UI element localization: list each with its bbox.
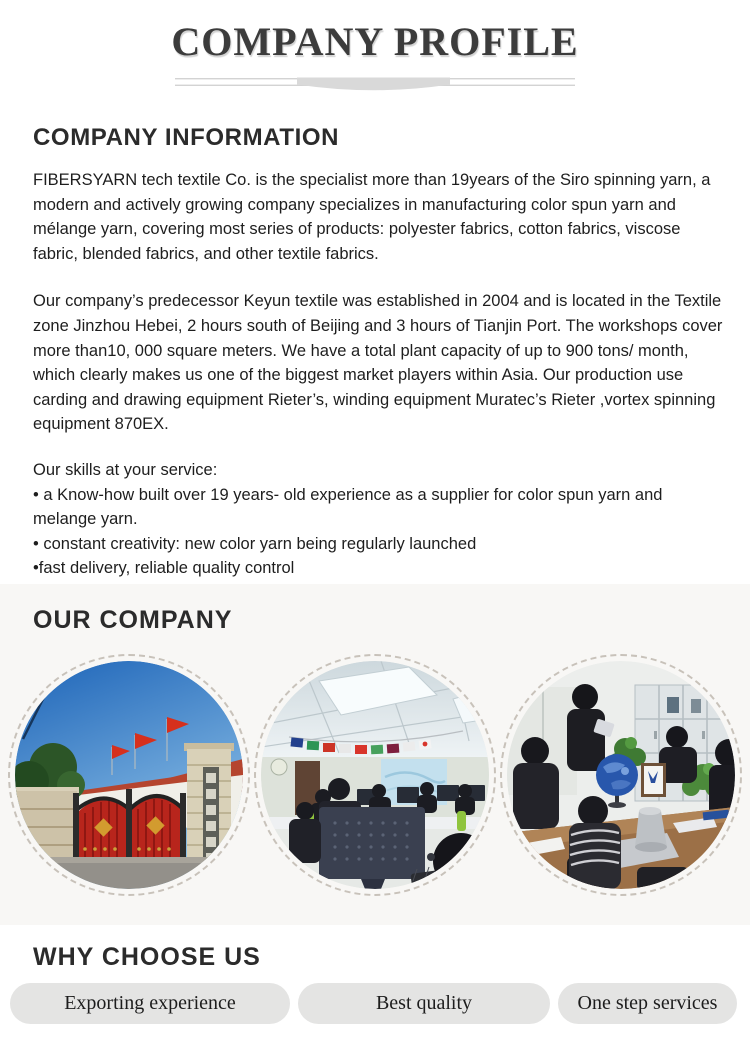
section-our-company: [0, 584, 750, 925]
company-photos-row: [8, 654, 742, 896]
feature-badges-row: [0, 983, 750, 1024]
page-title: COMPANY PROFILE: [171, 19, 579, 64]
skills-list: [33, 458, 717, 581]
section-why-choose-us: [0, 925, 750, 1024]
badge-one-step-services: One step services: [558, 983, 737, 1024]
title-divider-ribbon: [175, 76, 575, 98]
intro-paragraph: FIBERSYARN tech textile Co. is the specialist more than 19years of the Siro spinning yarn, a modern and actively growing company specializes in manufacturing color spun yarn and mélange yarn, covering most series of products: polyester fabrics, cotton fabrics, viscose fabric, blended fabrics, and other textile fabrics.: [33, 171, 711, 263]
history-paragraph: Our company’s predecessor Keyun textile was established in 2004 and is located in the Textile zone Jinzhou Hebei, 2 hours south of Beijing and 3 hours of Tianjin Port. The workshops cover more than10, 000 square meters. We have a total plant capacity of up to 900 tons/ month, which clearly makes us one of the biggest market players within Asia. Our production use carding and drawing equipment Rieter’s, winding equipment Muratec’s Rieter ,vortex spinning equipment 870EX.: [33, 292, 723, 434]
factory-gate-photo: [8, 654, 250, 896]
office-computers-photo: [254, 654, 496, 896]
our-company-heading: OUR COMPANY: [33, 605, 233, 634]
company-information-heading: COMPANY INFORMATION: [33, 124, 340, 151]
header: [0, 0, 750, 98]
skill-item-delivery: •fast delivery, reliable quality control: [33, 559, 295, 578]
meeting-room-photo: [500, 654, 742, 896]
section-company-information: [0, 124, 750, 581]
skill-item-know-how: • a Know-how built over 19 years- old experience as a supplier for color spun yarn and melange yarn.: [33, 485, 663, 529]
badge-exporting-experience: Exporting experience: [10, 983, 290, 1024]
skill-item-creativity: • constant creativity: new color yarn being regularly launched: [33, 534, 477, 553]
badge-best-quality: Best quality: [298, 983, 550, 1024]
skills-intro: Our skills at your service:: [33, 460, 218, 479]
why-choose-us-heading: WHY CHOOSE US: [33, 942, 261, 971]
